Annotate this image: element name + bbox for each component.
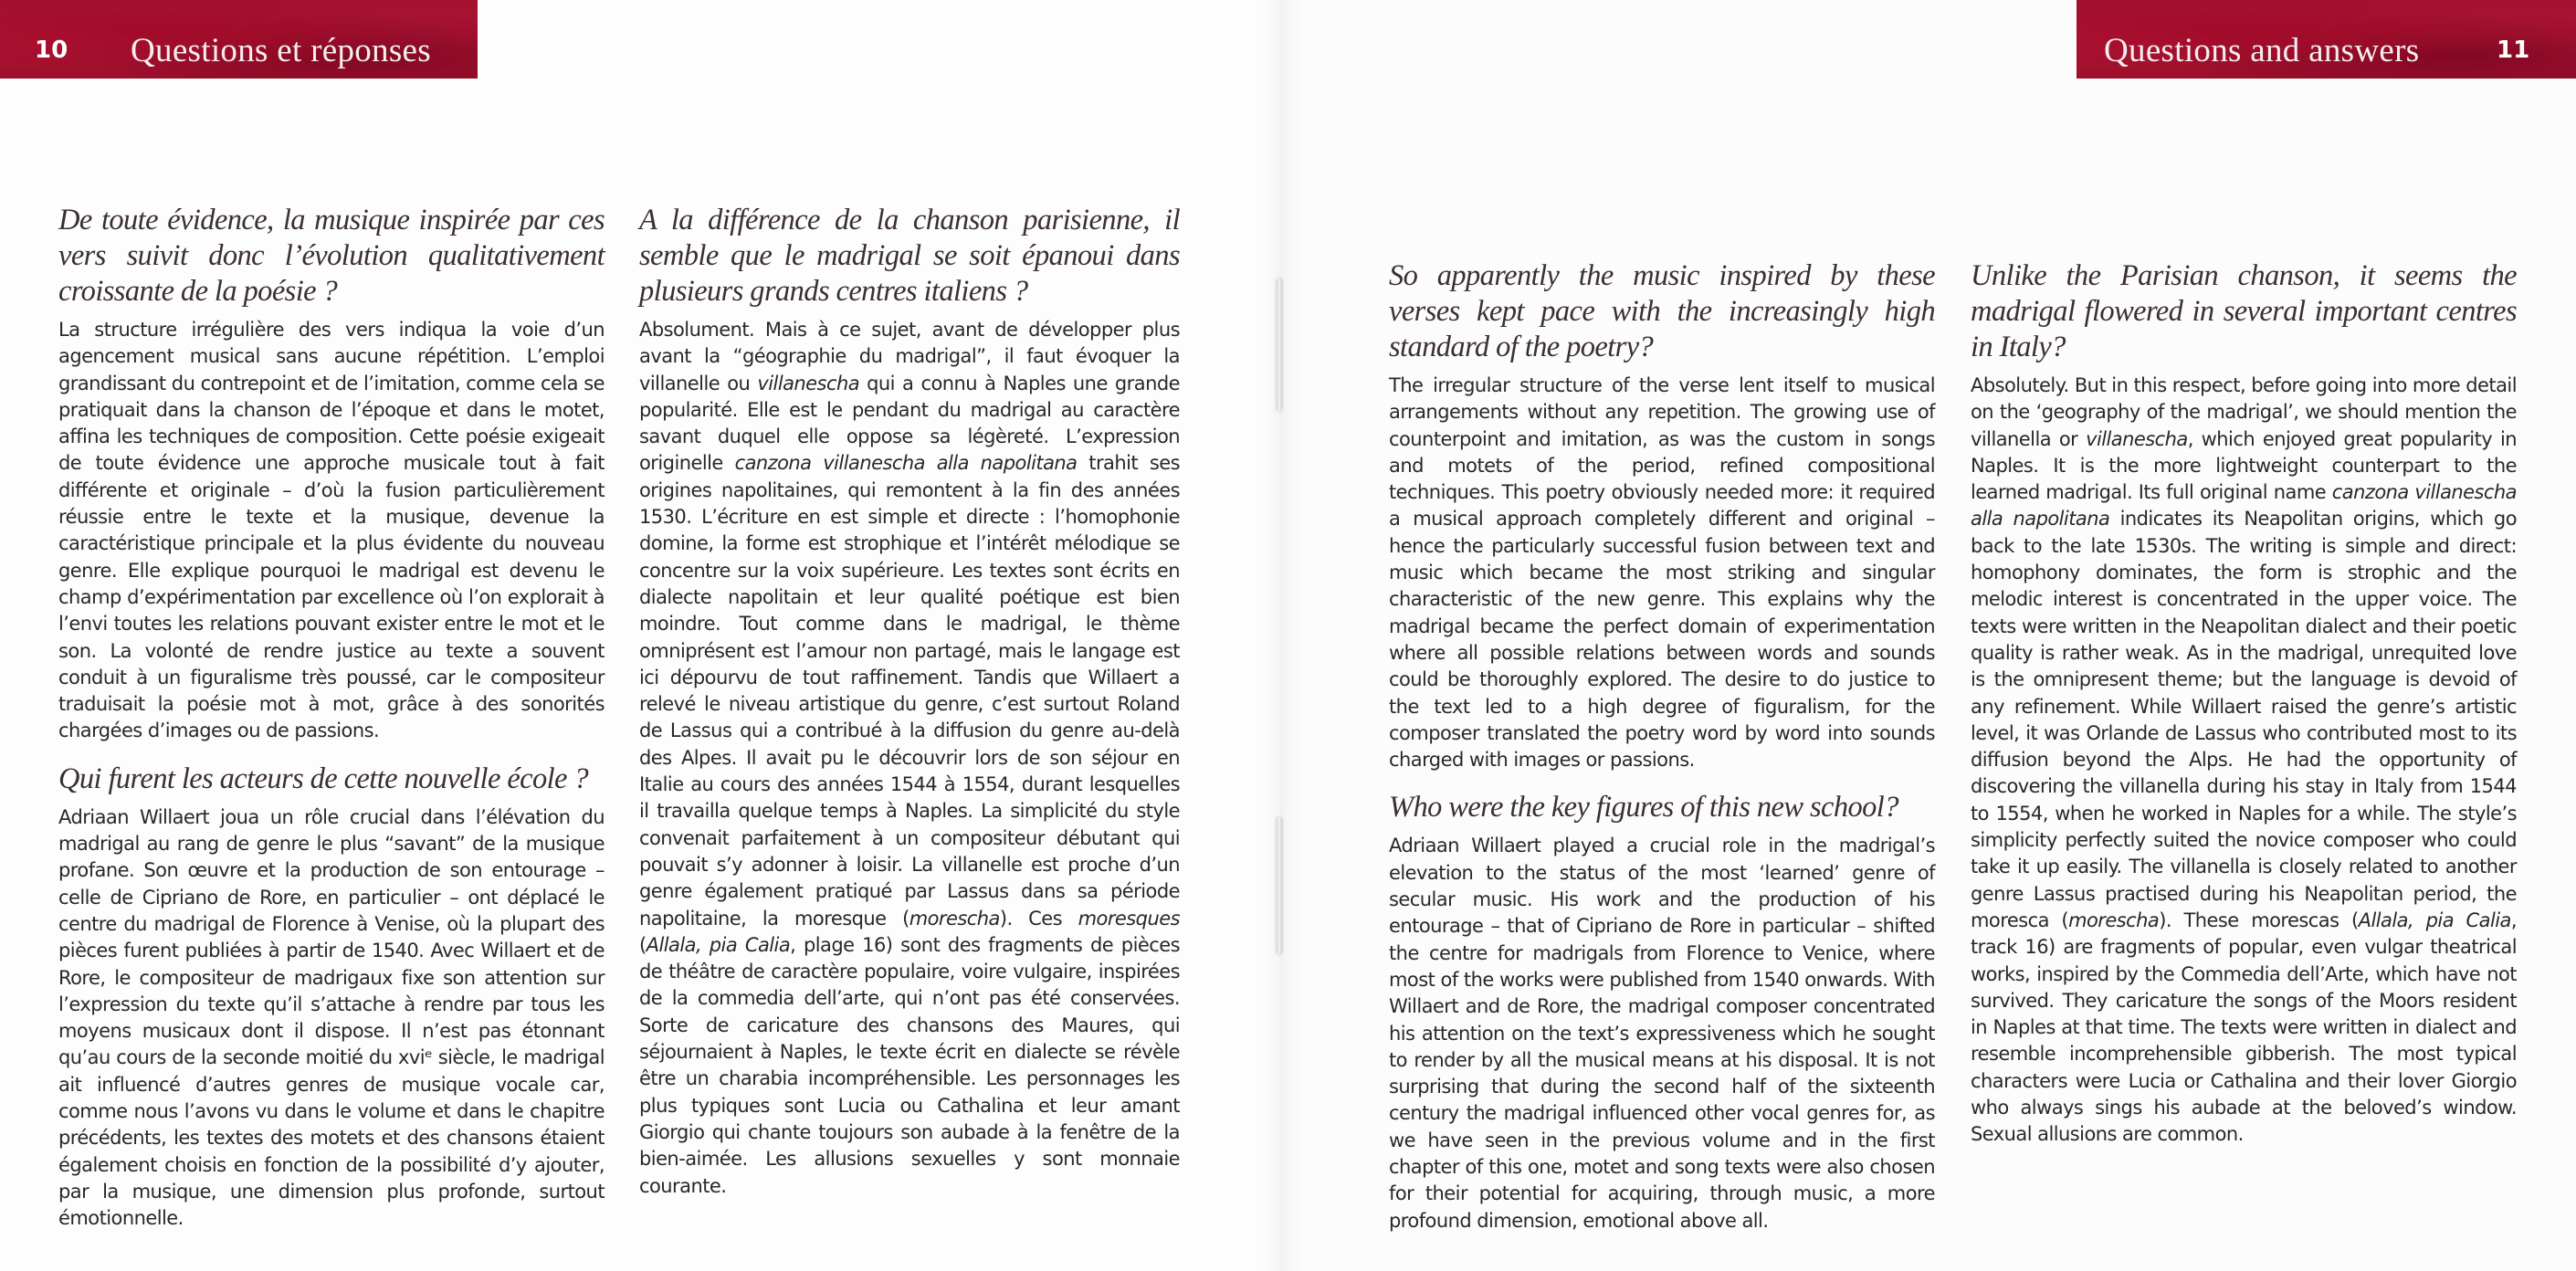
question-heading: Who were the key figures of this new school?: [1389, 791, 1898, 825]
answer-paragraph: [639, 317, 1180, 1200]
right-column-1: [1389, 258, 1935, 1251]
question-heading: De toute évidence, la musique inspirée par ces vers suivit donc l’évolution qualitativement croissante de la poésie ?: [58, 204, 605, 308]
right-header-title: Questions and answers: [2104, 32, 2420, 69]
answer-italic-term: villanescha: [2086, 427, 2188, 450]
left-page-number: 10: [35, 37, 68, 64]
left-column-1: [58, 203, 605, 1249]
booklet-spine: [1260, 0, 1302, 1271]
answer-paragraph: Adriaan Willaert played a crucial role in the madrigal’s elevation to the status of the most ‘learned’ genre of secular music. His work and the production of his entourage – that of Cipriano de Rore in particular – shifted the centre for madrigals from Florence to Venice, where most of the works were published from 1540 onwards. With Willaert and de Rore, the madrigal composer concentrated his attention on the text’s expressiveness which he sought to render by all the musical means at his disposal. It is not surprising that during the second half of the sixteenth century the madrigal influenced other vocal genres for, as we have seen in the previous volume and in the first chapter of this one, motet and song texts were also chosen for their potential for acquiring, through music, a more profound dimension, emotional above all.: [1389, 835, 1935, 1232]
answer-text: ). Ces: [999, 907, 1078, 930]
left-header-title: Questions et réponses: [131, 32, 431, 69]
right-header-banner: [2077, 0, 2576, 79]
question-heading: So apparently the music inspired by these verses kept pace with the increasingly high standard of the poetry?: [1389, 259, 1935, 363]
answer-italic-term: canzona villanescha alla napolitana: [734, 452, 1078, 475]
answer-paragraph: La structure irrégulière des vers indiqua la voie d’un agencement musical sans aucune répétition. L’emploi grandissant du contrepoint et de l’imitation, comme cela se pratiquait dans la chanson de l’époque et dans le motet, affina les techniques de composition. Cette poésie exigeait de toute évidence une approche musicale tout à fait différente et originale – d’où la fusion particulièrement réussie entre le texte et la musique, devenue la caractéristique principale et la plus évidente du nouveau genre. Elle explique pourquoi le madrigal est devenu le champ d’expérimentation par excellence où l’on explorait à l’envi toutes les relations pouvant exister entre le mot et le son. La volonté de rendre justice au texte a souvent conduit à un figuralisme très poussé, car le compositeur traduisait la poésie mot à mot, grâce à des sonorités chargées d’images ou de passions.: [58, 319, 605, 742]
answer-text: Absolument. Mais à ce sujet, avant de développer plus avant la “géographie du madrigal”, il faut évoquer la villanelle ou: [639, 319, 1180, 394]
answer-italic-term: morescha: [2068, 909, 2160, 931]
answer-text: ). These morescas (: [2159, 909, 2359, 931]
right-column-2: [1971, 258, 2517, 1165]
answer-italic-term: Allala, pia Calia: [646, 933, 791, 956]
answer-text: trahit ses origines napolitaines, qui remontent à la fin des années 1530. L’écriture en est simple et directe : l’homophonie domine, la forme est strophique et l’intérêt mélodique se concentre sur la voix supérieure. Les textes sont écrits en dialecte napolitain et leur qualité poétique est bien moindre. Tout comme dans le madrigal, le thème omniprésent est l’amour non partagé, mais le langage est ici dépourvu de tout raffinement. Tandis que Willaert a relevé le niveau artistique du genre, c’est surtout Roland de Lassus qui a contribué à la diffusion du genre au-delà des Alpes. Il avait pu le découvrir lors de son séjour en Italie au cours des années 1544 à 1554, durant lesquelles il travailla quelque temps à Naples. La simplicité du style convenait parfaitement à un compositeur débutant qui pouvait s’y adonner à loisir. La villanelle est proche d’un genre également pratiqué par Lassus dans sa période napolitaine, la moresque (: [639, 452, 1180, 930]
answer-text: (: [639, 933, 647, 956]
question-heading: Qui furent les acteurs de cette nouvelle école ?: [58, 762, 589, 795]
right-page-number: 11: [2497, 37, 2530, 64]
question-heading: A la différence de la chanson parisienne, il semble que le madrigal se soit épanoui dans plusieurs grands centres italiens ?: [639, 204, 1180, 308]
answer-italic-term: Allala, pia Calia: [2358, 909, 2511, 931]
answer-text: , track 16) are fragments of popular, even vulgar theatrical works, inspired by the Commedia dell’Arte, which have not survived. They caricature the songs of the Moors resident in Naples at that time. The texts were written in dialect and resemble incomprehensible gibberish. The most typical characters were Lucia or Cathalina and their lover Giorgio who always sings his aubade at the beloved’s window. Sexual allusions are common.: [1971, 909, 2518, 1146]
answer-text: , which enjoyed great popularity in Naples. It is the more lightweight counterpart to the learned madrigal. Its full original name: [1971, 427, 2517, 504]
staple-top: [1277, 278, 1282, 411]
staple-bottom: [1277, 817, 1282, 954]
question-heading: Unlike the Parisian chanson, it seems the madrigal flowered in several important centres in Italy?: [1971, 259, 2517, 363]
left-header-banner: [0, 0, 478, 79]
left-column-2: [639, 203, 1180, 1216]
answer-text: qui a connu à Naples une grande popularité. Elle est le pendant du madrigal au caractère savant duquel elle oppose sa légèreté. L’expression originelle: [639, 372, 1180, 475]
answer-paragraph: [1971, 373, 2517, 1149]
answer-italic-term: canzona villanescha alla napolitana: [1971, 481, 2517, 530]
answer-paragraph: The irregular structure of the verse lent itself to musical arrangements without any repetition. The growing use of counterpoint and imitation, as was the custom in songs and motets of the period, refined compositional techniques. This poetry obviously needed more: it required a musical approach completely different and original – hence the particularly successful fusion between text and music which became the most striking and singular characteristic of the new genre. This explains why the madrigal became the perfect domain of experimentation where all possible relations between words and sounds could be thoroughly explored. The desire to do justice to the text led to a high degree of figuralism, for the composer translated the poetry word by word into sounds charged with images or passions.: [1389, 374, 1935, 772]
answer-text: indicates its Neapolitan origins, which go back to the late 1530s. The writing is simple and direct: homophony dominates, the form is strophic and the melodic interest is concentrated in the upper voice. The texts were written in the Neapolitan dialect and their poetic quality is rather weak. As in the madrigal, unrequited love is the omnipresent theme; but the language is devoid of any refinement. While Willaert raised the genre’s artistic level, it was Orlande de Lassus who contributed most to its diffusion beyond the Alps. He had the opportunity of discovering the villanella during his stay in Italy from 1544 to 1554, when he worked in Naples for a while. The style’s simplicity perfectly suited the novice composer who could take it up easily. The villanella is closely related to another genre Lassus practised during his Neapolitan period, the moresca (: [1971, 508, 2517, 931]
answer-italic-term: moresques: [1078, 907, 1180, 930]
answer-paragraph: Adriaan Willaert joua un rôle crucial dans l’élévation du madrigal au rang de genre le plus “savant” de la musique profane. Son œuvre et la production de son entourage – celle de Cipriano de Rore, en particulier – ont déplacé le centre du madrigal de Florence à Venise, où la plupart des pièces furent publiées à partir de 1540. Avec Willaert et de Rore, le compositeur de madrigaux fixe son attention sur l’expression du texte qu’il s’attache à rendre par tous les moyens musicaux dont il dispose. Il n’est pas étonnant qu’au cours de la seconde moitié du xviᵉ siècle, le madrigal ait influencé d’autres genres de musique vocale car, comme nous l’avons vu dans le volume et dans le chapitre précédents, les textes des motets et des chansons étaient également choisis en fonction de la possibilité d’y ajouter, par la musique, une dimension plus profonde, surtout émotionnelle.: [58, 805, 605, 1230]
answer-text: Absolutely. But in this respect, before going into more detail on the ‘geography of the madrigal’, we should mention the villanella or: [1971, 374, 2517, 450]
answer-italic-term: villanescha: [757, 372, 860, 394]
answer-italic-term: morescha: [909, 907, 1000, 930]
answer-text: , plage 16) sont des fragments de pièces de théâtre de caractère populaire, voire vulgaire, inspirées de la commedia dell’arte, qui n’ont pas été conservées. Sorte de caricature des chansons des Maures, qui séjournaient à Naples, le texte écrit en dialecte se révèle être un charabia incompréhensible. Les personnages les plus typiques sont Lucia ou Cathalina et leur amant Giorgio qui chante toujours son aubade à la fenêtre de la bien-aimée. Les allusions sexuelles y sont monnaie courante.: [639, 933, 1180, 1197]
